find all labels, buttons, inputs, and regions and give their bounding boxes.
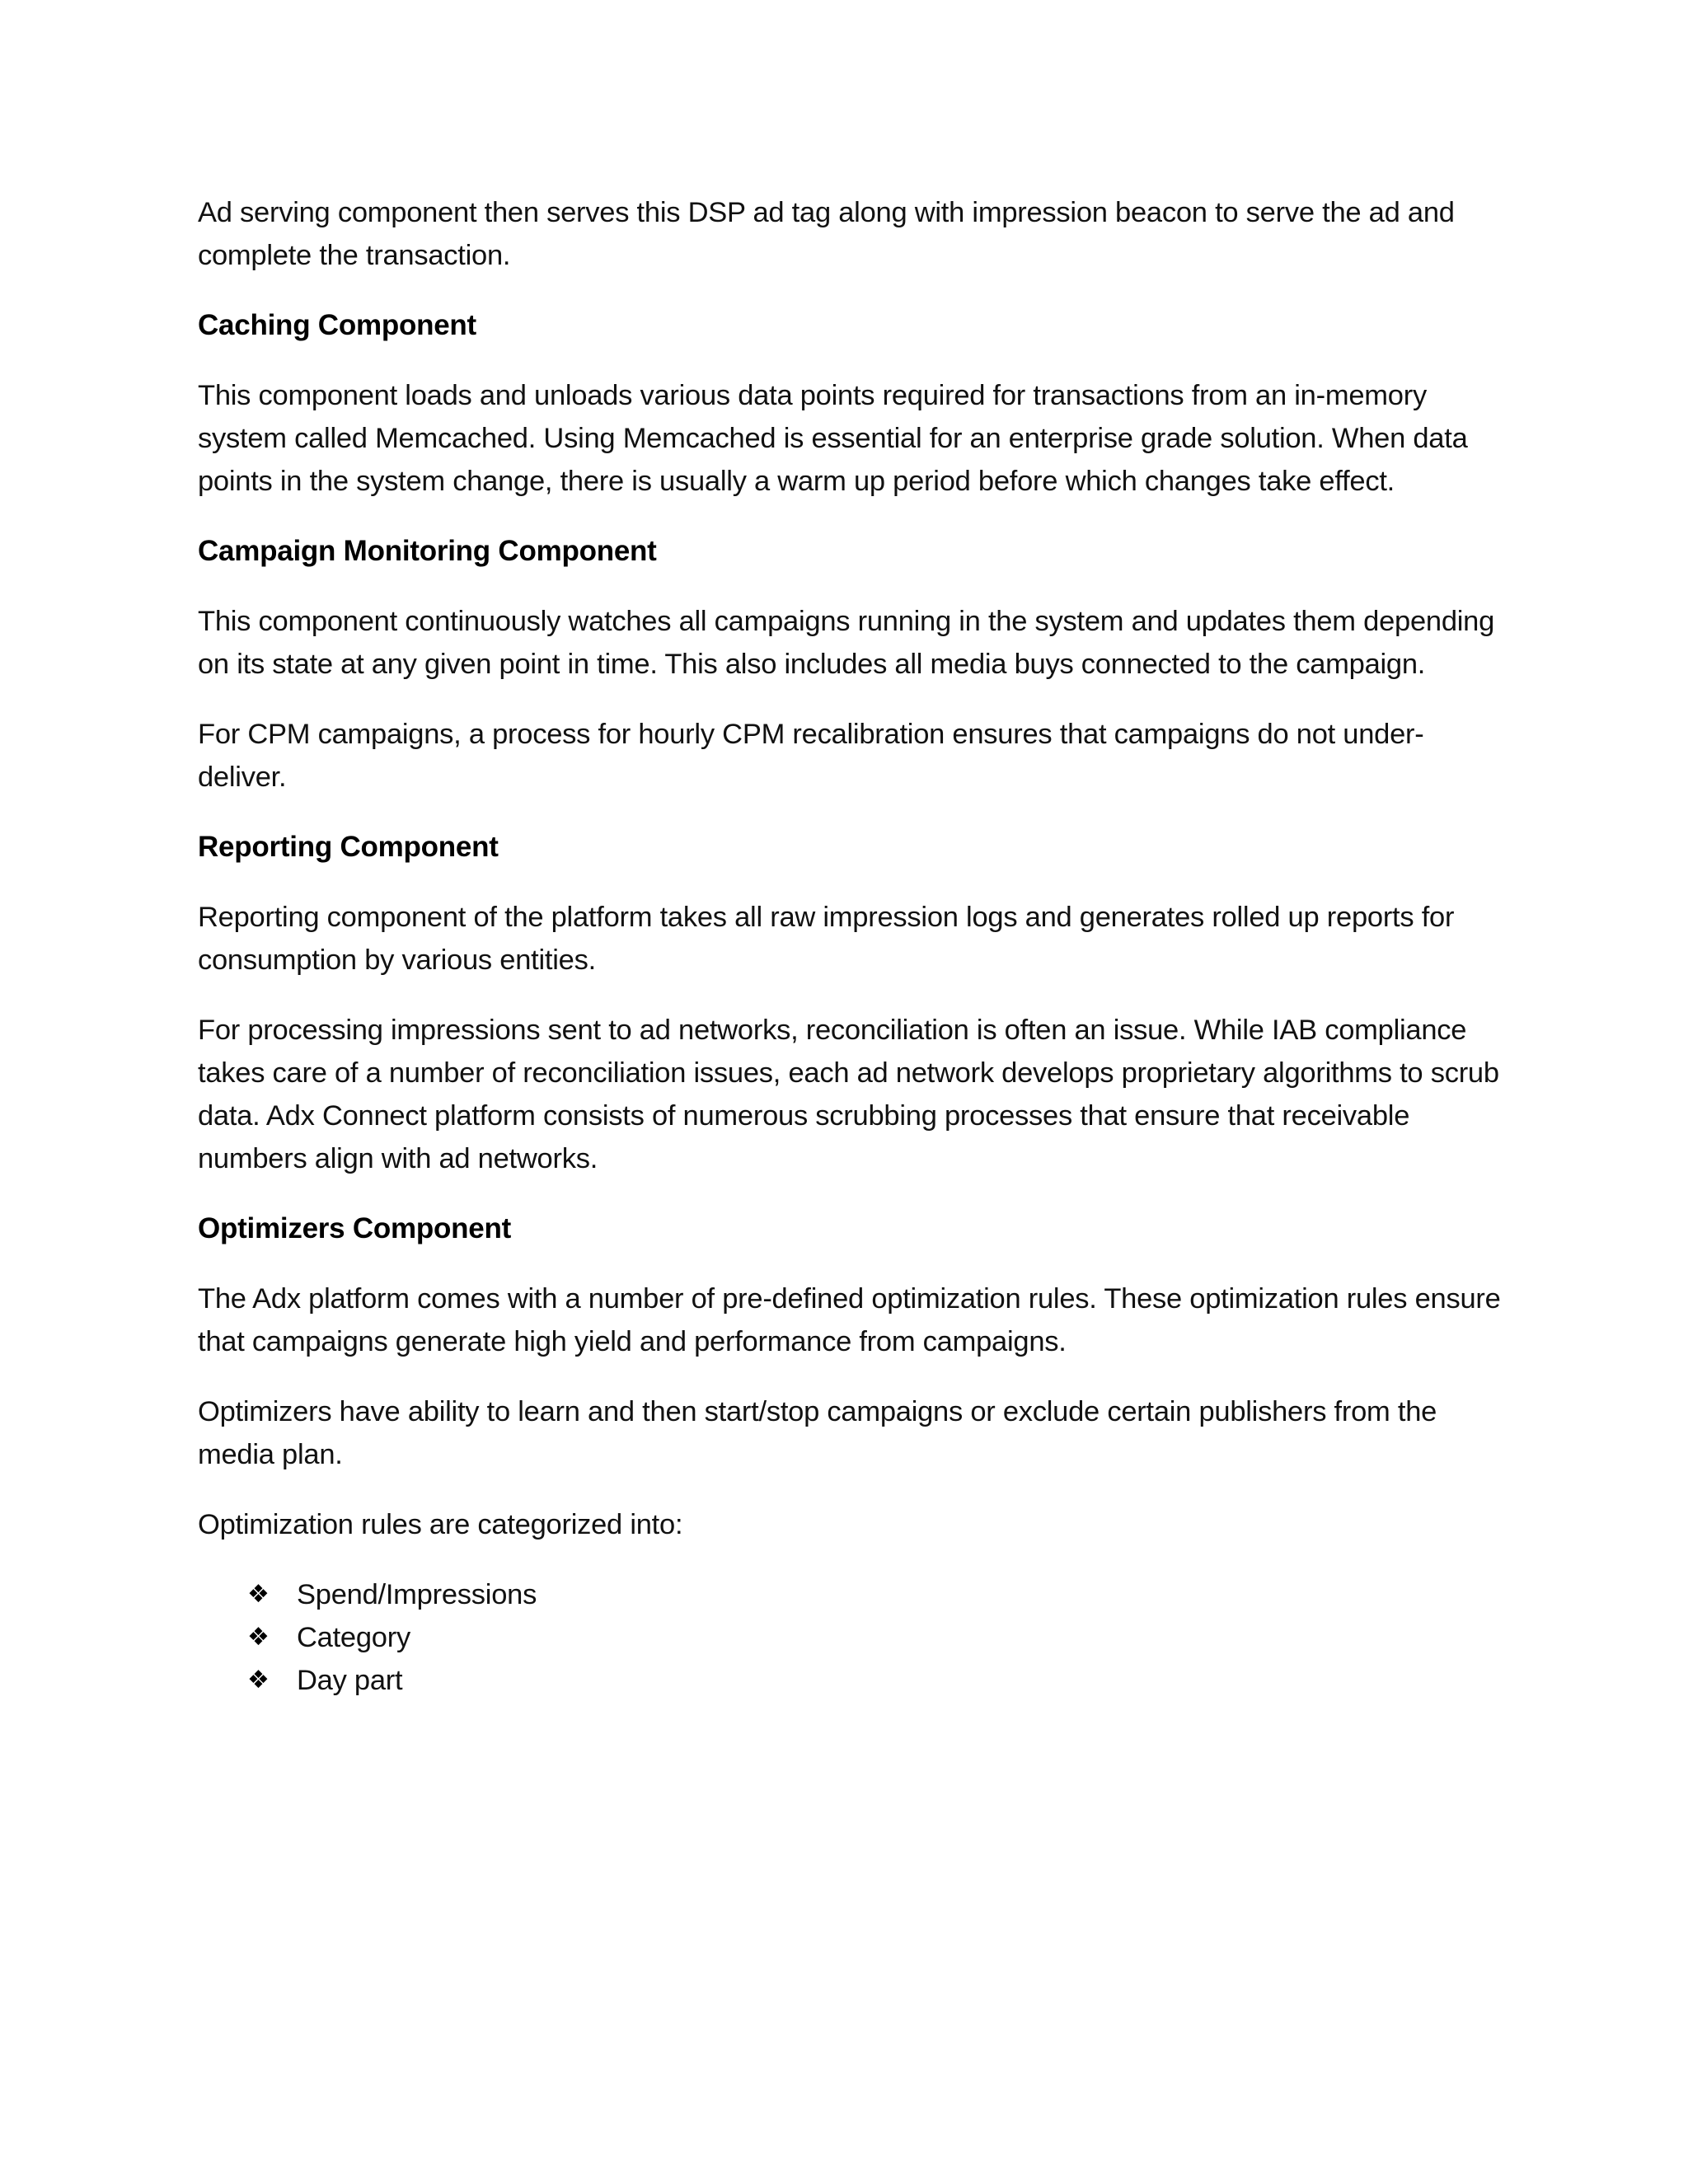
- diamond-bullet-icon: ❖: [247, 1623, 270, 1652]
- list-item: [247, 1659, 1508, 1702]
- intro-paragraph: Ad serving component then serves this DSP ad tag along with impression beacon to serve the ad and complete the transaction.: [198, 197, 1455, 271]
- reporting-heading: Reporting Component: [198, 831, 499, 863]
- optimizers-paragraph-3: Optimization rules are categorized into:: [198, 1509, 683, 1540]
- document-body: [198, 191, 1508, 1702]
- optimizers-heading: Optimizers Component: [198, 1212, 512, 1244]
- list-item-label: Category: [297, 1622, 410, 1653]
- reporting-paragraph-2: For processing impressions sent to ad networks, reconciliation is often an issue. While IAB compliance takes care of a number of reconciliation issues, each ad network develops proprietary algorithms to scrub data. Adx Connect platform consists of numerous scrubbing processes that ensure that receivable numbers align with ad networks.: [198, 1015, 1499, 1174]
- optimizers-paragraph-1: The Adx platform comes with a number of pre-defined optimization rules. These optimization rules ensure that campaigns generate high yield and performance from campaigns.: [198, 1283, 1501, 1357]
- diamond-bullet-icon: ❖: [247, 1666, 270, 1694]
- optimization-rules-list: [198, 1573, 1508, 1702]
- diamond-bullet-icon: ❖: [247, 1580, 270, 1609]
- list-item: [247, 1573, 1508, 1616]
- reporting-paragraph-1: Reporting component of the platform takes all raw impression logs and generates rolled up reports for consumption by various entities.: [198, 902, 1455, 976]
- campaign-monitoring-heading: Campaign Monitoring Component: [198, 535, 657, 567]
- caching-paragraph: This component loads and unloads various data points required for transactions from an in-memory system called Memcached. Using Memcached is essential for an enterprise grade solution. When data points in the system change, there is usually a warm up period before which changes take effect.: [198, 380, 1468, 497]
- list-item: [247, 1616, 1508, 1659]
- campaign-monitoring-paragraph-2: For CPM campaigns, a process for hourly CPM recalibration ensures that campaigns do not under-deliver.: [198, 719, 1424, 793]
- campaign-monitoring-paragraph-1: This component continuously watches all campaigns running in the system and updates them depending on its state at any given point in time. This also includes all media buys connected to the campaign.: [198, 606, 1495, 680]
- optimizers-paragraph-2: Optimizers have ability to learn and then start/stop campaigns or exclude certain publishers from the media plan.: [198, 1396, 1437, 1470]
- list-item-label: Spend/Impressions: [297, 1579, 537, 1610]
- list-item-label: Day part: [297, 1665, 403, 1696]
- caching-heading: Caching Component: [198, 309, 476, 341]
